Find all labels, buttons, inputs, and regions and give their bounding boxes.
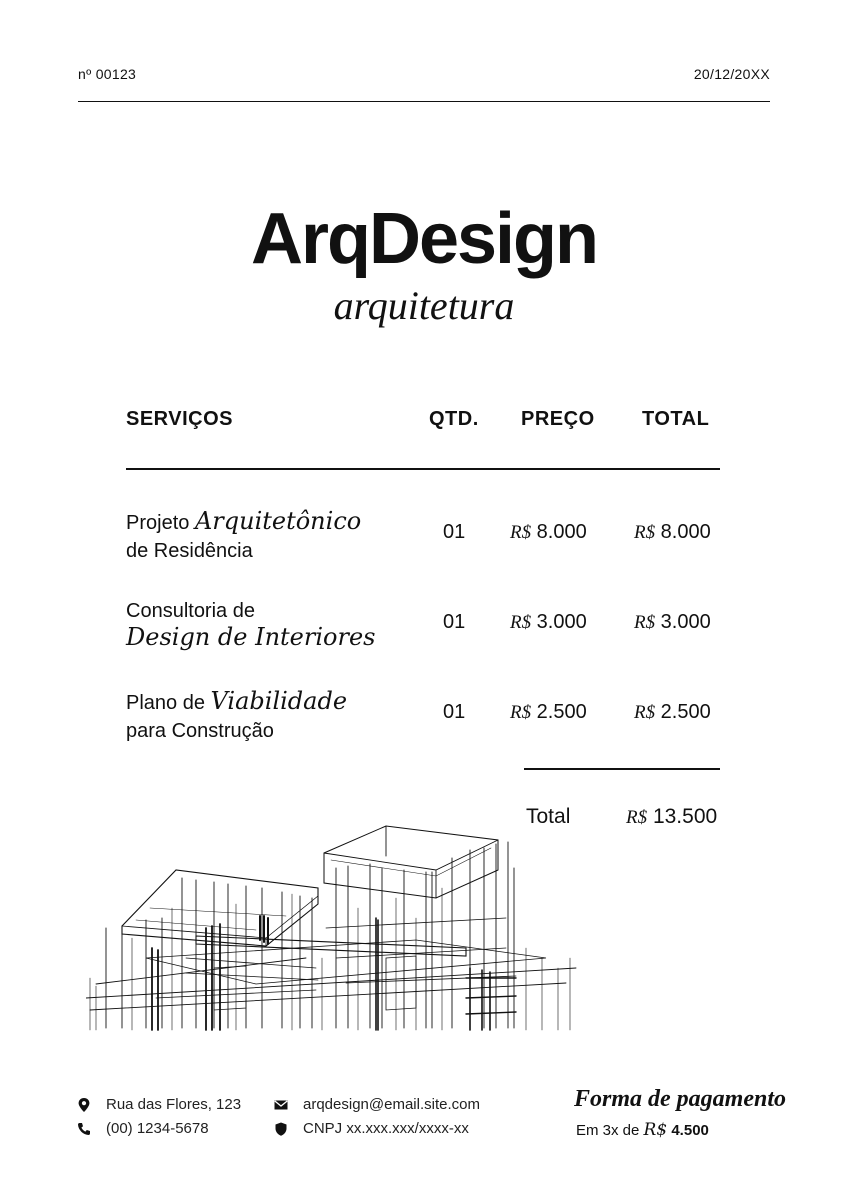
email-text: arqdesign@email.site.com [303,1096,480,1113]
row-price: R$ 8.000 [510,521,587,543]
payment-terms: Em 3x de R$ 4.500 [576,1120,709,1140]
total-value: R$ 13.500 [626,805,718,828]
total-label: Total [526,805,571,828]
row-total: R$ 3.000 [634,611,711,633]
service-description: Consultoria de Design de Interiores [126,600,376,651]
row-qty: 01 [443,611,466,633]
service-description: Projeto Arquitetônico de Residência [126,507,362,562]
architecture-sketch-illustration [86,808,586,1033]
service-description: Plano de Viabilidade para Construção [126,687,348,742]
envelope-icon [273,1097,289,1113]
shield-icon [273,1121,289,1137]
row-qty: 01 [443,701,466,723]
top-divider [78,101,770,102]
total-divider [524,768,720,770]
address-text: Rua das Flores, 123 [106,1096,242,1113]
cnpj-text: CNPJ xx.xxx.xxx/xxxx-xx [303,1120,469,1137]
column-header-services: SERVIÇOS [126,408,233,430]
table-header-divider [126,468,720,470]
column-header-total: TOTAL [642,408,710,430]
column-header-price: PREÇO [521,408,595,430]
column-header-qty: QTD. [429,408,479,430]
row-total: R$ 2.500 [634,701,711,723]
invoice-number: nº 00123 [78,66,137,82]
invoice-date: 20/12/20XX [693,66,770,82]
brand-tagline: arquitetura [333,283,515,328]
location-pin-icon [76,1097,92,1113]
phone-icon [76,1121,92,1137]
phone-text: (00) 1234-5678 [106,1120,209,1137]
row-price: R$ 2.500 [510,701,587,723]
brand-name: ArqDesign [250,199,598,279]
row-total: R$ 8.000 [634,521,711,543]
payment-title: Forma de pagamento [574,1086,787,1112]
row-price: R$ 3.000 [510,611,587,633]
row-qty: 01 [443,521,466,543]
